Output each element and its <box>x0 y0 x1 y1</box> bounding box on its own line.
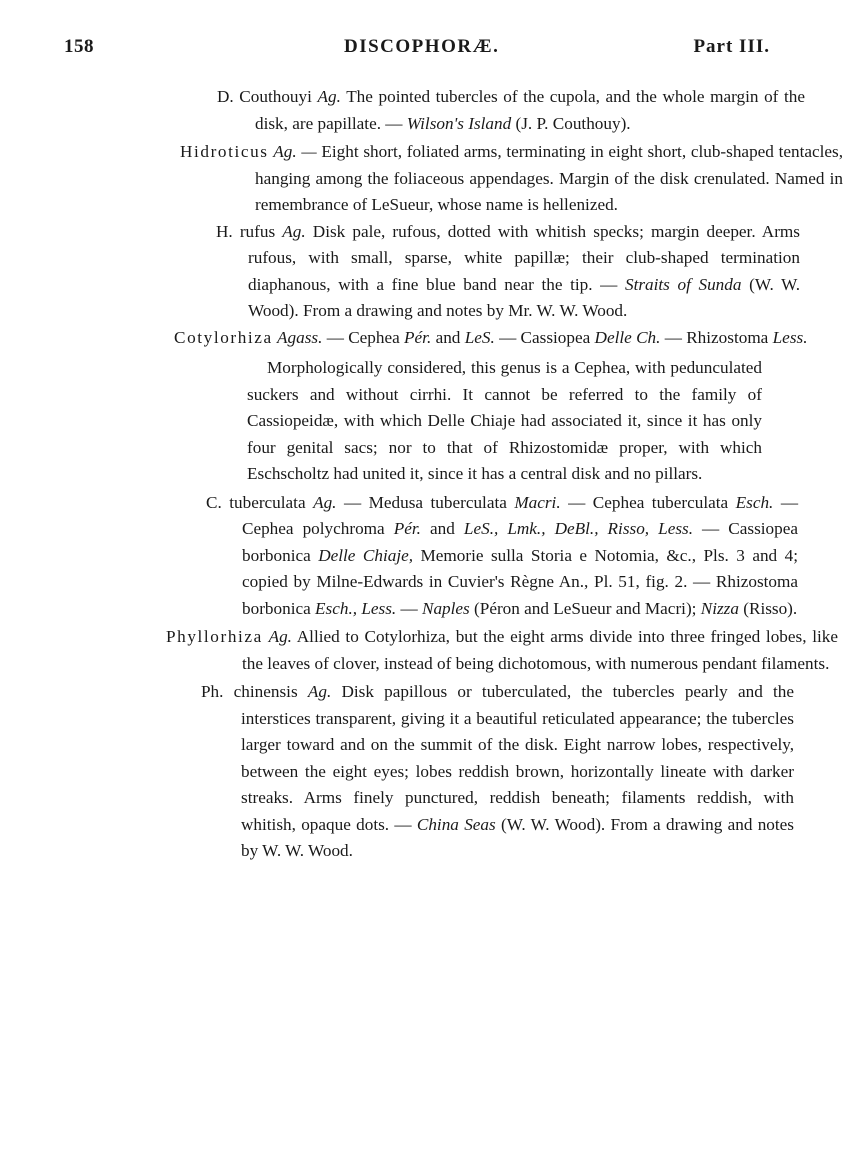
synonymy-run: — Cephea tuberculata <box>560 492 736 512</box>
genus-name: Cotylorhiza <box>174 327 273 347</box>
synonymy <box>322 328 807 347</box>
genus-author: Agass. <box>277 327 323 347</box>
genus-entry-cotylorhiza <box>174 325 838 352</box>
synonymy-run: Pér. <box>393 519 421 538</box>
species-author: Ag. <box>282 221 306 241</box>
locality: Wilson's Island <box>406 113 512 133</box>
entry-text: The pointed tubercles of the cupola, and the whole margin of the disk, are papillate. — <box>255 87 805 133</box>
synonymy-run: — Cassiopea borbonica <box>242 519 798 565</box>
synonymy-run: Macri. <box>514 492 561 512</box>
synonymy-run: Pér. <box>404 327 432 347</box>
species-name: Ph. chinensis <box>201 682 298 701</box>
synonymy-run: Esch., Less. <box>315 598 397 618</box>
entry-tail: (W. W. Wood). From a drawing and notes by Mr. W. W. Wood. <box>248 274 801 320</box>
species-author: Ag. <box>317 87 341 106</box>
synonymy-run: — <box>396 598 422 618</box>
genus-author: Ag. <box>268 627 292 646</box>
genus-name: Phyllorhiza <box>166 627 263 646</box>
genus-entry-hidroticus <box>180 139 843 219</box>
synonymy-run: Nizza <box>700 598 739 618</box>
species-entry-chinensis <box>201 679 794 865</box>
running-title: DISCOPHORÆ. <box>344 36 500 57</box>
synonymy-run: Less. <box>772 327 808 347</box>
synonymy-run: Delle Ch. <box>594 327 661 347</box>
genus-discussion-paragraph: Morphologically considered, this genus is a Cephea, with pedunculated suckers and without cirrhi. It cannot be referred to the family of Cassiopeidæ, with which Delle Chiaje had associated it, since it has only four genital sacs; nor to that of Rhizostomidæ proper, with which Eschscholtz had united it, since it has a central disk and no pillars. <box>247 358 762 483</box>
entry-text: Allied to Cotylorhiza, but the eight arms divide into three fringed lobes, like the leaves of clover, instead of being dichotomous, with numerous pendant filaments. <box>242 627 838 673</box>
synonymy-run: Esch. <box>735 492 774 512</box>
entry-tail: (J. P. Couthouy). <box>515 113 631 133</box>
synonymy-run: and <box>420 519 464 538</box>
entry-text: Disk papillous or tuberculated, the tubercles pearly and the interstices transparent, giving it a beautiful reticulated appearance; the tubercles larger toward and on the summit of the disk. Eight narrow lobes, respectively, between the eight eyes; lobes reddish brown, horizontally lineate with darker streaks. Arms finely punctured, reddish beneath; filaments reddish, with whitish, opaque dots. — <box>241 682 795 834</box>
synonymy-run: — Cephea <box>322 327 405 347</box>
synonymy-run: (Risso). <box>738 598 798 618</box>
locality: China Seas <box>416 814 496 834</box>
entry-text: Disk pale, rufous, dotted with whitish specks; margin deeper. Arms rufous, with small, sparse, white papillæ; their club-shaped termination diaphanous, with a fine blue band near the tip. — <box>248 221 800 294</box>
species-name: D. Couthouyi <box>217 87 312 106</box>
synonymy-run: — Medusa tuberculata <box>336 492 515 512</box>
page-number: 158 <box>64 36 94 57</box>
synonymy-run: — Cassiopea <box>494 327 595 347</box>
synonymy-run: — Rhizostoma <box>660 327 773 347</box>
part-label: Part III. <box>693 36 770 57</box>
entry-text: Eight short, foliated arms, terminating in eight short, club-shaped tentacles, hanging among the foliaceous appendages. Margin of the disk crenulated. Named in remembrance of LeSueur, whose name is hellenized. <box>255 142 844 214</box>
locality: Straits of Sunda <box>624 274 742 294</box>
synonymy-run: Delle Chiaje, <box>318 545 414 565</box>
species-name: C. tuberculata <box>206 492 306 512</box>
species-entry-couthouyi <box>217 84 805 137</box>
synonymy-run: LeS., Lmk., DeBl., Risso, Less. <box>463 519 693 538</box>
entry-tail: (W. W. Wood). From a drawing and notes by W. W. Wood. <box>241 814 794 860</box>
synonymy-run: — Cephea polychroma <box>242 492 799 538</box>
synonymy-run: Memorie sulla Storia e Notomia, &c., Pls. 3 and 4; copied by Milne-Edwards in Cuvier's Règne An., Pl. 51, fig. 2. — Rhizostoma borbonica <box>242 545 798 618</box>
species-entry-rufus <box>216 219 800 325</box>
species-name: H. rufus <box>216 221 276 241</box>
species-author: Ag. <box>307 682 332 701</box>
genus-entry-phyllorhiza <box>166 624 838 677</box>
synonymy-run: LeS. <box>464 327 495 347</box>
species-entry-tuberculata <box>206 490 798 623</box>
page-header <box>64 36 770 66</box>
body-text <box>0 84 850 865</box>
synonymy-run: Naples <box>421 598 470 618</box>
genus-name: Hidroticus <box>180 142 269 161</box>
synonymy-run: and <box>431 327 465 347</box>
genus-author: Ag. — <box>273 142 317 161</box>
synonymy-run: (Péron and LeSueur and Macri); <box>469 598 701 618</box>
species-author: Ag. <box>313 492 337 512</box>
